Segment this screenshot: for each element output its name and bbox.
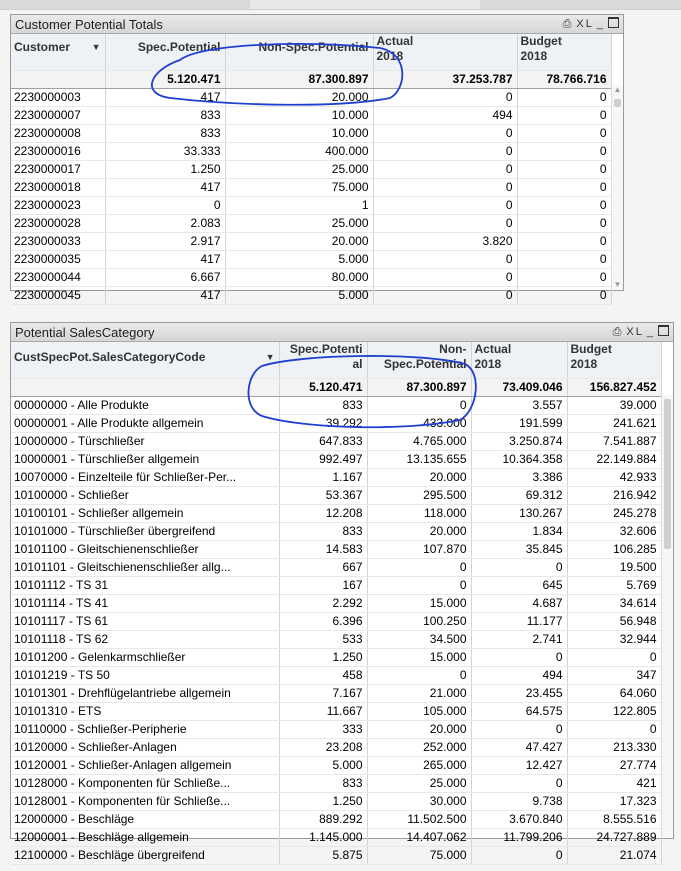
value-cell: 7.541.887: [567, 432, 661, 450]
header-line: Actual: [376, 34, 414, 48]
category-cell[interactable]: 10070000 - Einzelteile für Schließer-Per...: [11, 468, 279, 486]
value-cell: 0: [373, 124, 517, 142]
value-cell: 245.278: [567, 504, 661, 522]
value-cell: 19.500: [567, 558, 661, 576]
value-cell: 24.727.889: [567, 828, 661, 846]
value-cell: 118.000: [367, 504, 471, 522]
value-cell: 14.407.062: [367, 828, 471, 846]
value-cell: 3.386: [471, 468, 567, 486]
category-cell[interactable]: 10000001 - Türschließer allgemein: [11, 450, 279, 468]
category-cell[interactable]: 10100101 - Schließer allgemein: [11, 504, 279, 522]
value-cell: 333: [279, 720, 367, 738]
header-label: Customer: [14, 40, 71, 54]
value-cell: 833: [279, 396, 367, 414]
customer-cell[interactable]: 2230000033: [11, 232, 105, 250]
customer-cell[interactable]: 2230000028: [11, 214, 105, 232]
table-row[interactable]: [11, 666, 661, 684]
value-cell: 0: [373, 178, 517, 196]
total-cell: 5.120.471: [279, 378, 367, 396]
table-row[interactable]: [11, 684, 661, 702]
customer-table: [11, 34, 612, 305]
value-cell: 833: [105, 124, 225, 142]
value-cell: 53.367: [279, 486, 367, 504]
scrollbar-thumb[interactable]: [614, 99, 621, 107]
value-cell: 213.330: [567, 738, 661, 756]
xl-icon[interactable]: XL: [626, 326, 644, 338]
column-header-salescategorycode[interactable]: [11, 342, 279, 378]
total-cell: 73.409.046: [471, 378, 567, 396]
value-cell: 433.000: [367, 414, 471, 432]
table-row[interactable]: [11, 214, 611, 232]
value-cell: 417: [105, 250, 225, 268]
value-cell: 11.667: [279, 702, 367, 720]
value-cell: 130.267: [471, 504, 567, 522]
category-cell[interactable]: 10120001 - Schließer-Anlagen allgemein: [11, 756, 279, 774]
value-cell: 167: [279, 576, 367, 594]
table-row[interactable]: [11, 756, 661, 774]
value-cell: 992.497: [279, 450, 367, 468]
table-row[interactable]: [11, 522, 661, 540]
table-row[interactable]: [11, 450, 661, 468]
header-line: 2018: [570, 357, 598, 371]
value-cell: 1.145.000: [279, 828, 367, 846]
category-cell[interactable]: 12100000 - Beschläge übergreifend: [11, 846, 279, 864]
value-cell: 25.000: [367, 774, 471, 792]
table-row[interactable]: [11, 540, 661, 558]
value-cell: 417: [105, 88, 225, 106]
value-cell: 30.000: [367, 792, 471, 810]
category-cell[interactable]: 12000000 - Beschläge: [11, 810, 279, 828]
value-cell: 0: [373, 142, 517, 160]
table-row[interactable]: [11, 250, 611, 268]
value-cell: 80.000: [225, 268, 373, 286]
value-cell: 0: [471, 846, 567, 864]
table-row[interactable]: [11, 232, 611, 250]
print-icon[interactable]: ⎙: [612, 326, 624, 338]
column-header-non-spec-potential[interactable]: Non-Spec.Potential: [225, 34, 373, 70]
category-cell[interactable]: 10101117 - TS 61: [11, 612, 279, 630]
potential-salescategory-panel: [10, 322, 674, 862]
table-row[interactable]: [11, 612, 661, 630]
category-cell[interactable]: 10101118 - TS 62: [11, 630, 279, 648]
header-label: CustSpecPot.SalesCategoryCode: [14, 350, 206, 364]
customer-cell[interactable]: 2230000018: [11, 178, 105, 196]
customer-cell[interactable]: 2230000023: [11, 196, 105, 214]
value-cell: 5.769: [567, 576, 661, 594]
table-row[interactable]: [11, 468, 661, 486]
header-line: Spec.Potenti: [289, 342, 363, 356]
category-cell[interactable]: 10101301 - Drehflügelantriebe allgemein: [11, 684, 279, 702]
panel-caption: [11, 323, 673, 342]
value-cell: 0: [517, 196, 611, 214]
value-cell: 42.933: [567, 468, 661, 486]
table-row[interactable]: [11, 432, 661, 450]
value-cell: 5.000: [225, 286, 373, 304]
value-cell: 216.942: [567, 486, 661, 504]
value-cell: 39.292: [279, 414, 367, 432]
value-cell: 47.427: [471, 738, 567, 756]
category-cell[interactable]: 10128000 - Komponenten für Schließe...: [11, 774, 279, 792]
value-cell: 0: [373, 250, 517, 268]
value-cell: 11.502.500: [367, 810, 471, 828]
value-cell: 1.250: [105, 160, 225, 178]
header-line: 2018: [376, 49, 404, 63]
value-cell: 21.074: [567, 846, 661, 864]
value-cell: 75.000: [225, 178, 373, 196]
category-cell[interactable]: 10101219 - TS 50: [11, 666, 279, 684]
value-cell: 35.845: [471, 540, 567, 558]
customer-cell[interactable]: 2230000045: [11, 286, 105, 304]
top-strip-segment: [480, 0, 681, 9]
header-line: Budget: [570, 342, 612, 356]
value-cell: 10.000: [225, 124, 373, 142]
value-cell: 64.060: [567, 684, 661, 702]
value-cell: 0: [367, 576, 471, 594]
category-cell[interactable]: 10110000 - Schließer-Peripherie: [11, 720, 279, 738]
value-cell: 34.500: [367, 630, 471, 648]
minimize-icon[interactable]: _: [596, 18, 605, 30]
value-cell: 3.670.840: [471, 810, 567, 828]
value-cell: 0: [471, 558, 567, 576]
value-cell: 252.000: [367, 738, 471, 756]
value-cell: 22.149.884: [567, 450, 661, 468]
customer-cell[interactable]: 2230000044: [11, 268, 105, 286]
column-header-spec-potential[interactable]: [279, 342, 367, 378]
table-row[interactable]: [11, 648, 661, 666]
value-cell: 0: [373, 268, 517, 286]
table-row[interactable]: [11, 810, 661, 828]
table-row[interactable]: [11, 196, 611, 214]
value-cell: 69.312: [471, 486, 567, 504]
value-cell: 889.292: [279, 810, 367, 828]
value-cell: 0: [373, 160, 517, 178]
table-row[interactable]: [11, 124, 611, 142]
value-cell: 1: [225, 196, 373, 214]
value-cell: 122.805: [567, 702, 661, 720]
value-cell: 0: [517, 160, 611, 178]
total-cell: [11, 70, 105, 88]
value-cell: 4.765.000: [367, 432, 471, 450]
value-cell: 0: [517, 268, 611, 286]
table-row[interactable]: [11, 738, 661, 756]
value-cell: 12.208: [279, 504, 367, 522]
value-cell: 8.555.516: [567, 810, 661, 828]
category-cell[interactable]: 10101114 - TS 41: [11, 594, 279, 612]
table-row[interactable]: [11, 792, 661, 810]
column-header-customer[interactable]: [11, 34, 105, 70]
value-cell: 0: [367, 666, 471, 684]
value-cell: 39.000: [567, 396, 661, 414]
value-cell: 833: [105, 106, 225, 124]
value-cell: 2.917: [105, 232, 225, 250]
value-cell: 0: [373, 214, 517, 232]
value-cell: 6.396: [279, 612, 367, 630]
header-line: 2018: [474, 357, 502, 371]
totals-row: [11, 378, 661, 396]
header-line: Spec.Potential: [383, 357, 467, 371]
value-cell: 3.557: [471, 396, 567, 414]
value-cell: 21.000: [367, 684, 471, 702]
table-row[interactable]: [11, 702, 661, 720]
table-row[interactable]: [11, 396, 661, 414]
value-cell: 494: [471, 666, 567, 684]
total-cell: 156.827.452: [567, 378, 661, 396]
value-cell: 56.948: [567, 612, 661, 630]
value-cell: 0: [517, 142, 611, 160]
value-cell: 1.834: [471, 522, 567, 540]
maximize-icon[interactable]: [658, 325, 669, 338]
table-row[interactable]: [11, 178, 611, 196]
value-cell: 191.599: [471, 414, 567, 432]
value-cell: 107.870: [367, 540, 471, 558]
value-cell: 6.667: [105, 268, 225, 286]
value-cell: 17.323: [567, 792, 661, 810]
value-cell: 295.500: [367, 486, 471, 504]
customer-cell[interactable]: 2230000003: [11, 88, 105, 106]
category-cell[interactable]: 00000000 - Alle Produkte: [11, 396, 279, 414]
totals-row: [11, 70, 611, 88]
value-cell: 3.820: [373, 232, 517, 250]
value-cell: 5.875: [279, 846, 367, 864]
value-cell: 34.614: [567, 594, 661, 612]
vertical-scrollbar[interactable]: [661, 395, 673, 837]
value-cell: 11.177: [471, 612, 567, 630]
header-wrap: [14, 40, 101, 55]
value-cell: 0: [105, 196, 225, 214]
total-cell: 78.766.716: [517, 70, 611, 88]
value-cell: 2.083: [105, 214, 225, 232]
value-cell: 106.285: [567, 540, 661, 558]
table-row[interactable]: [11, 286, 611, 304]
category-cell[interactable]: 10100000 - Schließer: [11, 486, 279, 504]
top-strip: [0, 0, 681, 10]
header-line: Budget: [520, 34, 562, 48]
value-cell: 2.292: [279, 594, 367, 612]
value-cell: 5.000: [279, 756, 367, 774]
header-row: [11, 34, 611, 70]
category-cell[interactable]: 10101101 - Gleitschienenschließer allg...: [11, 558, 279, 576]
value-cell: 32.606: [567, 522, 661, 540]
table-row[interactable]: [11, 720, 661, 738]
column-header-budget-2018[interactable]: [567, 342, 661, 378]
value-cell: 458: [279, 666, 367, 684]
category-cell[interactable]: 00000001 - Alle Produkte allgemein: [11, 414, 279, 432]
table-row[interactable]: [11, 594, 661, 612]
value-cell: 265.000: [367, 756, 471, 774]
value-cell: 347: [567, 666, 661, 684]
customer-cell[interactable]: 2230000007: [11, 106, 105, 124]
header-line: al: [352, 357, 363, 371]
value-cell: 1.167: [279, 468, 367, 486]
value-cell: 0: [373, 286, 517, 304]
value-cell: 1.250: [279, 792, 367, 810]
value-cell: 3.250.874: [471, 432, 567, 450]
header-line: Non-: [439, 342, 467, 356]
value-cell: 23.455: [471, 684, 567, 702]
value-cell: 105.000: [367, 702, 471, 720]
value-cell: 0: [517, 232, 611, 250]
panel-caption: [11, 15, 623, 34]
value-cell: 9.738: [471, 792, 567, 810]
value-cell: 15.000: [367, 594, 471, 612]
header-wrap: [14, 350, 275, 365]
value-cell: 0: [517, 88, 611, 106]
value-cell: 32.944: [567, 630, 661, 648]
value-cell: 0: [471, 648, 567, 666]
value-cell: 0: [517, 124, 611, 142]
header-line: Actual: [474, 342, 512, 356]
column-header-actual-2018[interactable]: [373, 34, 517, 70]
table-row[interactable]: [11, 142, 611, 160]
table-row[interactable]: [11, 106, 611, 124]
value-cell: 100.250: [367, 612, 471, 630]
scrollbar-thumb[interactable]: [664, 399, 671, 549]
value-cell: 0: [471, 720, 567, 738]
category-cell[interactable]: 10101200 - Gelenkarmschließer: [11, 648, 279, 666]
value-cell: 14.583: [279, 540, 367, 558]
value-cell: 20.000: [367, 522, 471, 540]
value-cell: 20.000: [367, 468, 471, 486]
value-cell: 645: [471, 576, 567, 594]
value-cell: 20.000: [225, 232, 373, 250]
category-cell[interactable]: 10101100 - Gleitschienenschließer: [11, 540, 279, 558]
table-row[interactable]: [11, 558, 661, 576]
value-cell: 64.575: [471, 702, 567, 720]
dropdown-arrow-icon[interactable]: ▼: [91, 42, 101, 52]
table-row[interactable]: [11, 576, 661, 594]
top-strip-segment: [0, 0, 250, 9]
customer-cell[interactable]: 2230000008: [11, 124, 105, 142]
category-cell[interactable]: 10120000 - Schließer-Anlagen: [11, 738, 279, 756]
dropdown-arrow-icon[interactable]: ▼: [265, 352, 275, 362]
panel-title: Customer Potential Totals: [15, 17, 163, 32]
value-cell: 241.621: [567, 414, 661, 432]
customer-potential-totals-panel: [10, 14, 624, 302]
value-cell: 0: [517, 214, 611, 232]
value-cell: 0: [517, 250, 611, 268]
column-header-budget-2018[interactable]: [517, 34, 611, 70]
value-cell: 0: [367, 558, 471, 576]
value-cell: 20.000: [225, 88, 373, 106]
table-row[interactable]: [11, 414, 661, 432]
value-cell: 400.000: [225, 142, 373, 160]
value-cell: 25.000: [225, 160, 373, 178]
caption-icons: [610, 325, 669, 339]
customer-cell[interactable]: 2230000035: [11, 250, 105, 268]
table-row[interactable]: [11, 828, 661, 846]
value-cell: 0: [517, 286, 611, 304]
value-cell: 417: [105, 178, 225, 196]
value-cell: 27.774: [567, 756, 661, 774]
value-cell: 12.427: [471, 756, 567, 774]
value-cell: 1.250: [279, 648, 367, 666]
category-cell[interactable]: 10101000 - Türschließer übergreifend: [11, 522, 279, 540]
value-cell: 75.000: [367, 846, 471, 864]
header-row: [11, 342, 661, 378]
value-cell: 533: [279, 630, 367, 648]
value-cell: 421: [567, 774, 661, 792]
value-cell: 10.000: [225, 106, 373, 124]
table-row[interactable]: [11, 630, 661, 648]
value-cell: 0: [373, 196, 517, 214]
value-cell: 10.364.358: [471, 450, 567, 468]
value-cell: 0: [517, 106, 611, 124]
value-cell: 0: [567, 720, 661, 738]
value-cell: 0: [373, 88, 517, 106]
table-row[interactable]: [11, 846, 661, 864]
customer-cell[interactable]: 2230000016: [11, 142, 105, 160]
category-cell[interactable]: 10128001 - Komponenten für Schließe...: [11, 792, 279, 810]
category-cell[interactable]: 12000001 - Beschläge allgemein: [11, 828, 279, 846]
value-cell: 15.000: [367, 648, 471, 666]
value-cell: 11.799.206: [471, 828, 567, 846]
value-cell: 0: [367, 396, 471, 414]
header-line: 2018: [520, 49, 548, 63]
print-icon[interactable]: ⎙: [562, 18, 574, 30]
value-cell: 5.000: [225, 250, 373, 268]
total-cell: 87.300.897: [367, 378, 471, 396]
maximize-icon[interactable]: [608, 17, 619, 30]
xl-icon[interactable]: XL: [576, 18, 594, 30]
value-cell: 0: [517, 178, 611, 196]
value-cell: 23.208: [279, 738, 367, 756]
value-cell: 0: [567, 648, 661, 666]
table-row[interactable]: [11, 774, 661, 792]
value-cell: 833: [279, 774, 367, 792]
value-cell: 647.833: [279, 432, 367, 450]
value-cell: 7.167: [279, 684, 367, 702]
minimize-icon[interactable]: _: [646, 326, 655, 338]
value-cell: 494: [373, 106, 517, 124]
table-row[interactable]: [11, 486, 661, 504]
caption-icons: [560, 17, 619, 31]
value-cell: 25.000: [225, 214, 373, 232]
total-cell: 37.253.787: [373, 70, 517, 88]
value-cell: 667: [279, 558, 367, 576]
total-cell: 5.120.471: [105, 70, 225, 88]
total-cell: 87.300.897: [225, 70, 373, 88]
value-cell: 0: [471, 774, 567, 792]
table-row[interactable]: [11, 504, 661, 522]
value-cell: 13.135.655: [367, 450, 471, 468]
customer-cell[interactable]: 2230000017: [11, 160, 105, 178]
table-row[interactable]: [11, 268, 611, 286]
table-row[interactable]: [11, 88, 611, 106]
salescategory-table: [11, 342, 662, 865]
category-cell[interactable]: 10101310 - ETS: [11, 702, 279, 720]
table-row[interactable]: [11, 160, 611, 178]
vertical-scrollbar[interactable]: ▲ ▼: [611, 85, 623, 289]
value-cell: 4.687: [471, 594, 567, 612]
value-cell: 33.333: [105, 142, 225, 160]
category-cell[interactable]: 10000000 - Türschließer: [11, 432, 279, 450]
category-cell[interactable]: 10101112 - TS 31: [11, 576, 279, 594]
panel-title: Potential SalesCategory: [15, 325, 155, 340]
value-cell: 2.741: [471, 630, 567, 648]
total-cell: [11, 378, 279, 396]
value-cell: 417: [105, 286, 225, 304]
value-cell: 833: [279, 522, 367, 540]
column-header-non-spec-potential[interactable]: [367, 342, 471, 378]
value-cell: 20.000: [367, 720, 471, 738]
column-header-spec-potential[interactable]: Spec.Potential: [105, 34, 225, 70]
column-header-actual-2018[interactable]: [471, 342, 567, 378]
